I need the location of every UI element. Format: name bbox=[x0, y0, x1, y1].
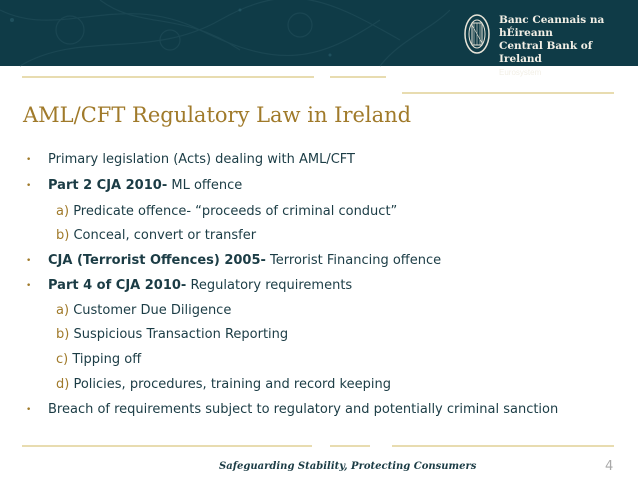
bullet-marker: • bbox=[26, 256, 32, 266]
bullet-item-breach-requirements: Breach of requirements subject to regulatory and potentially criminal sanction bbox=[48, 402, 559, 417]
bottom-rule-center bbox=[330, 445, 370, 447]
central-bank-logo-text bbox=[499, 14, 638, 79]
bullet-item-cja-terrorist: CJA (Terrorist Offences) 2005- Terrorist Financing offence bbox=[48, 253, 442, 268]
harp-seal-icon bbox=[463, 13, 491, 55]
footer-tagline: Safeguarding Stability, Protecting Consumers bbox=[219, 461, 477, 472]
top-rule-right bbox=[402, 92, 614, 94]
bottom-rule-left bbox=[22, 445, 312, 447]
sub-item-customer-due-diligence: a) Customer Due Diligence bbox=[56, 303, 232, 318]
logo-line-english: Central Bank of Ireland bbox=[499, 40, 593, 65]
sub-item-tipping-off: c) Tipping off bbox=[56, 352, 142, 367]
bullet-item-part2-cja: Part 2 CJA 2010- ML offence bbox=[48, 178, 243, 193]
top-rule-left bbox=[22, 76, 314, 78]
bullet-marker: • bbox=[26, 281, 32, 291]
bullet-item-part4-cja: Part 4 of CJA 2010- Regulatory requirements bbox=[48, 278, 353, 293]
bottom-rule-right bbox=[392, 445, 614, 447]
bullet-marker: • bbox=[26, 405, 32, 415]
page-number: 4 bbox=[605, 459, 614, 474]
sub-item-conceal-convert: b) Conceal, convert or transfer bbox=[56, 228, 257, 243]
bullet-marker: • bbox=[26, 155, 32, 165]
sub-item-suspicious-transaction: b) Suspicious Transaction Reporting bbox=[56, 327, 289, 342]
slide-header-banner bbox=[0, 0, 638, 77]
sub-item-predicate-offence: a) Predicate offence- “proceeds of criminal conduct” bbox=[56, 204, 398, 219]
sub-item-policies-procedures: d) Policies, procedures, training and record keeping bbox=[56, 377, 391, 392]
slide-title: AML/CFT Regulatory Law in Ireland bbox=[23, 103, 412, 127]
top-rule-center bbox=[330, 76, 386, 78]
bullet-item-primary-legislation: Primary legislation (Acts) dealing with AML/CFT bbox=[48, 152, 355, 167]
logo-line-eurosystem: Eurosystem bbox=[499, 68, 542, 77]
bullet-marker: • bbox=[26, 181, 32, 191]
logo-line-irish: Banc Ceannais na hÉireann bbox=[499, 14, 605, 39]
